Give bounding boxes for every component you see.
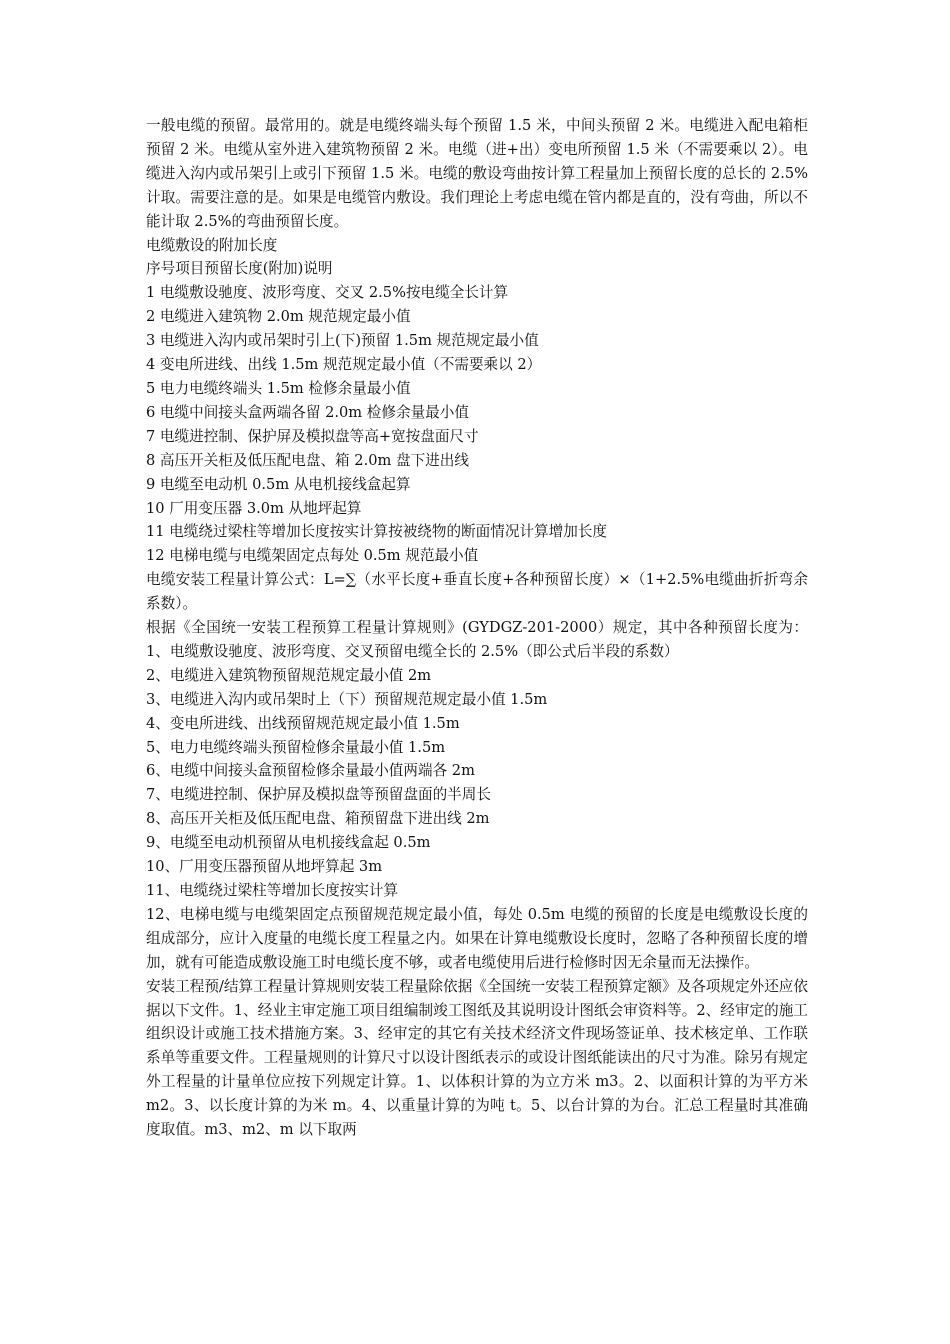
list-item: 2、电缆进入建筑物预留规范规定最小值 2m bbox=[146, 666, 432, 684]
list-item: 4、变电所进线、出线预留规范规定最小值 1.5m bbox=[146, 714, 460, 732]
list-item: 3 电缆进入沟内或吊架时引上(下)预留 1.5m 规范规定最小值 bbox=[146, 332, 539, 350]
list-item: 4 变电所进线、出线 1.5m 规范规定最小值（不需要乘以 2） bbox=[146, 356, 542, 374]
list-item: 12 电梯电缆与电缆架固定点每处 0.5m 规范最小值 bbox=[146, 547, 479, 565]
list-item: 6、电缆中间接头盒预留检修余量最小值两端各 2m bbox=[146, 762, 475, 780]
list-item: 9 电缆至电动机 0.5m 从电机接线盒起算 bbox=[146, 475, 411, 493]
list-item: 8 高压开关柜及低压配电盘、箱 2.0m 盘下进出线 bbox=[146, 451, 469, 469]
rules-paragraph: 根据《全国统一安装工程预算工程量计算规则》(GYDGZ-201-2000）规定，其中各种预留长度为：1、电缆敷设驰度、波形弯度、交叉预留电缆全长的 2.5%（即公式后半段的系数） bbox=[146, 619, 808, 660]
list-item: 10 厂用变压器 3.0m 从地坪起算 bbox=[146, 499, 362, 517]
list-item: 7、电缆进控制、保护屏及模拟盘等预留盘面的半周长 bbox=[146, 786, 491, 804]
list-item: 9、电缆至电动机预留从电机接线盒起 0.5m bbox=[146, 834, 431, 852]
calculation-rules-paragraph: 安装工程预/结算工程量计算规则安装工程量除依据《全国统一安装工程预算定额》及各项规定外还应依据以下文件。1、经业主审定施工项目组编制竣工图纸及其说明设计图纸会审资料等。2、经审定的施工组织设计或施工技术措施方案。3、经审定的其它有关技术经济文件现场签证单、技术核定单、工作联系单等重要文件。工程量规则的计算尺寸以设计图纸表示的或设计图纸能读出的尺寸为准。除另有规定外工程量的计量单位应按下列规定计算。1、以体积计算的为立方米 m3。2、以面积计算的为平方米 m2。3、以长度计算的为米 m。4、以重量计算的为吨 t。5、以台计算的为台。汇总工程量时其准确度取值。m3、m2、m 以下取两 bbox=[146, 977, 808, 1139]
list-item: 10、厂用变压器预留从地坪算起 3m bbox=[146, 858, 383, 876]
list-item: 8、高压开关柜及低压配电盘、箱预留盘下进出线 2m bbox=[146, 810, 490, 828]
list-item: 3、电缆进入沟内或吊架时上（下）预留规范规定最小值 1.5m bbox=[146, 690, 548, 708]
list-item: 5、电力电缆终端头预留检修余量最小值 1.5m bbox=[146, 738, 446, 756]
table-header-line: 序号项目预留长度(附加)说明 bbox=[146, 260, 333, 278]
list-item: 6 电缆中间接头盒两端各留 2.0m 检修余量最小值 bbox=[146, 403, 469, 421]
list-item: 2 电缆进入建筑物 2.0m 规范规定最小值 bbox=[146, 308, 411, 326]
paragraph-cable-reserve-overview: 一般电缆的预留。最常用的。就是电缆终端头每个预留 1.5 米，中间头预留 2 米。电缆进入配电箱柜预留 2 米。电缆从室外进入建筑物预留 2 米。电缆（进+出）变电所预留 1.5 米（不需要乘以 2）。电缆进入沟内或吊架引上或引下预留 1.5 米。电缆的敷设弯曲按计算工程量加上预留长度的总长的 2.5%计取。需要注意的是。如果是电缆管内敷设。我们理论上考虑电缆在管内都是直的，没有弯曲，所以不能计取 2.5%的弯曲预留长度。 bbox=[146, 117, 808, 230]
list-item: 5 电力电缆终端头 1.5m 检修余量最小值 bbox=[146, 379, 411, 397]
list-item: 11 电缆绕过梁柱等增加长度按实计算按被绕物的断面情况计算增加长度 bbox=[146, 523, 608, 541]
list-item: 1 电缆敷设驰度、波形弯度、交叉 2.5%按电缆全长计算 bbox=[146, 284, 509, 302]
heading-additional-length: 电缆敷设的附加长度 bbox=[146, 236, 278, 254]
list-item-with-explanation: 12、电梯电缆与电缆架固定点预留规范规定最小值，每处 0.5m 电缆的预留的长度是电缆敷设长度的组成部分，应计入度量的电缆长度工程量之内。如果在计算电缆敷设长度时，忽略了各种预留长度的增加，就有可能造成敷设施工时电缆长度不够，或者电缆使用后进行检修时因无余量而无法操作。 bbox=[146, 905, 808, 971]
list-item: 11、电缆绕过梁柱等增加长度按实计算 bbox=[146, 882, 399, 899]
document-body bbox=[146, 114, 808, 1142]
list-item: 7 电缆进控制、保护屏及模拟盘等高+宽按盘面尺寸 bbox=[146, 427, 479, 445]
formula-paragraph: 电缆安装工程量计算公式：L=∑（水平长度+垂直长度+各种预留长度）×（1+2.5%电缆曲折折弯余系数）。 bbox=[146, 571, 808, 613]
